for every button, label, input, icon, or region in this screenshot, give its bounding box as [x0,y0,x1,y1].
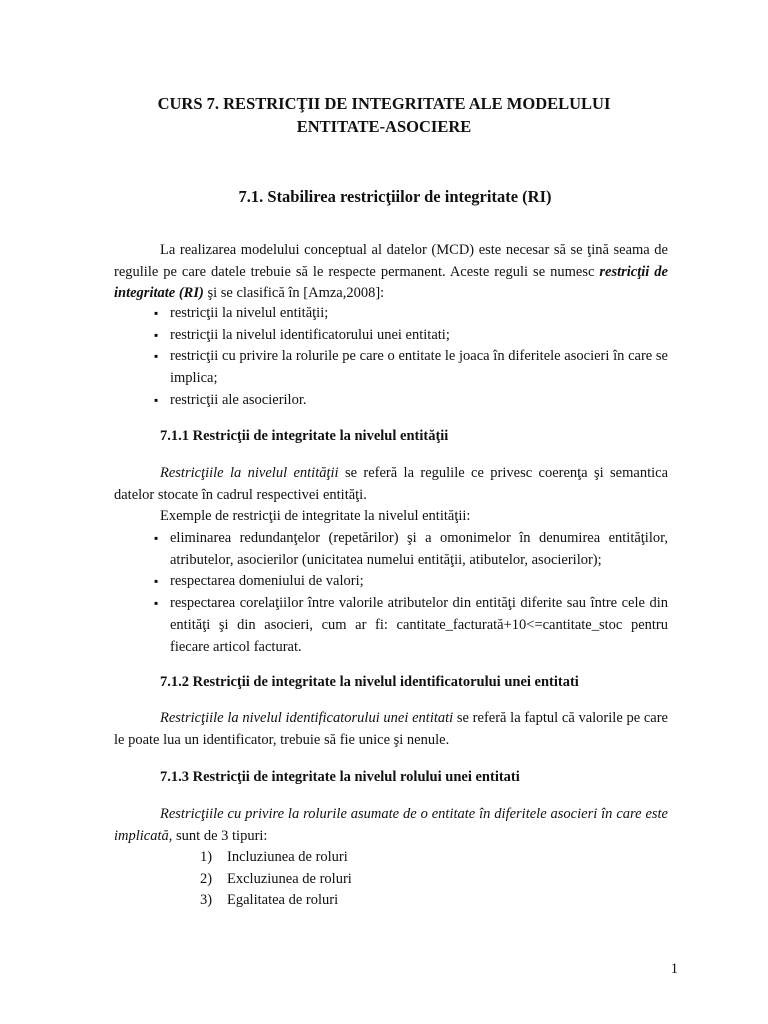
page-title [0,92,768,138]
list-item-text: Excluziunea de roluri [227,870,352,887]
list-item-number: 3) [200,892,213,909]
list-item: ▪ restricţii ale asocierilor. [114,390,668,412]
list-item: ▪ restricţii la nivelul entităţii; [114,303,668,325]
list-item-number: 1) [200,849,213,865]
list-item-text: Incluziunea de roluri [227,849,348,865]
list-item [200,869,352,891]
section-7-1-intro [114,240,668,305]
section-7-1-1-bullet-list [114,528,668,658]
list-item: ▪ respectarea domeniului de valori; [114,571,668,593]
examples-intro-text: Exemple de restricţii de integritate la nivelul entităţii: [160,508,471,524]
section-7-1-bullet-list [114,303,668,412]
intro-text-1: La realizarea modelului conceptual al datelor (MCD) este necesar să se ţină seama de regulile pe care datele trebuie să le respecte permanent. Aceste reguli se numesc [114,242,668,280]
section-7-1-2-paragraph [114,708,668,751]
list-item-number: 2) [200,870,213,887]
paragraph-italic: Restricţiile la nivelul entităţii [160,465,339,481]
examples-intro [114,506,668,528]
paragraph-text: se referă la regulile ce privesc coerenţa şi semantica datelor stocate în cadrul respectivei entităţi. [114,465,669,503]
title-line-2: ENTITATE-ASOCIERE [296,117,472,136]
list-item [200,847,352,869]
section-7-1-3-paragraph [114,804,668,847]
intro-text-2: şi se clasifică în [Amza,2008]: [203,285,385,302]
section-7-1-2-heading: 7.1.2 Restricţii de integritate la nivelul identificatorului unei entitati [160,674,579,690]
roles-numbered-list [200,847,352,912]
paragraph-text: sunt de 3 tipuri: [172,827,268,844]
list-item: ▪ restricţii la nivelul identificatorului unei entitati; [114,325,668,347]
section-7-1-heading: 7.1. Stabilirea restricţiilor de integritate (RI) [238,187,552,206]
list-item [200,890,352,912]
paragraph-italic: Restricţiile cu privire la rolurile asumate de o entitate în diferitele asocieri în care este implicată, [114,806,668,844]
title-line-1: CURS 7. RESTRICŢII DE INTEGRITATE ALE MODELULUI [157,94,611,113]
list-item: ▪ eliminarea redundanţelor (repetărilor) şi a omonimelor în denumirea entităţilor, atributelor, asocierilor (unicitatea numelui entităţii, atibutelor, asocierilor); [114,528,668,571]
section-7-1-3-heading: 7.1.3 Restricţii de integritate la nivelul rolului unei entitati [160,769,520,785]
section-7-1-1-paragraph [114,463,668,506]
section-7-1-1-heading: 7.1.1 Restricţii de integritate la nivelul entităţii [160,428,449,444]
list-item-text: Egalitatea de roluri [227,892,339,909]
list-item: ▪ restricţii cu privire la rolurile pe care o entitate le joaca în diferitele asocieri în care se implica; [114,346,668,389]
list-item: ▪ respectarea corelaţiilor între valorile atributelor din entităţi diferite sau între cele din entităţi şi din asocieri, cum ar fi: cantitate_facturată+10<=cantitate_stoc pentru fiecare articol facturat. [114,593,668,658]
intro-emphasis: restricţii de integritate (RI) [114,263,668,302]
paragraph-italic: Restricţiile la nivelul identificatorului unei entitati [160,710,454,726]
paragraph-text: se referă la faptul că valorile pe care le poate lua un identificator, trebuie să fie unice şi nenule. [114,710,668,748]
page-number: 1 [670,961,678,977]
